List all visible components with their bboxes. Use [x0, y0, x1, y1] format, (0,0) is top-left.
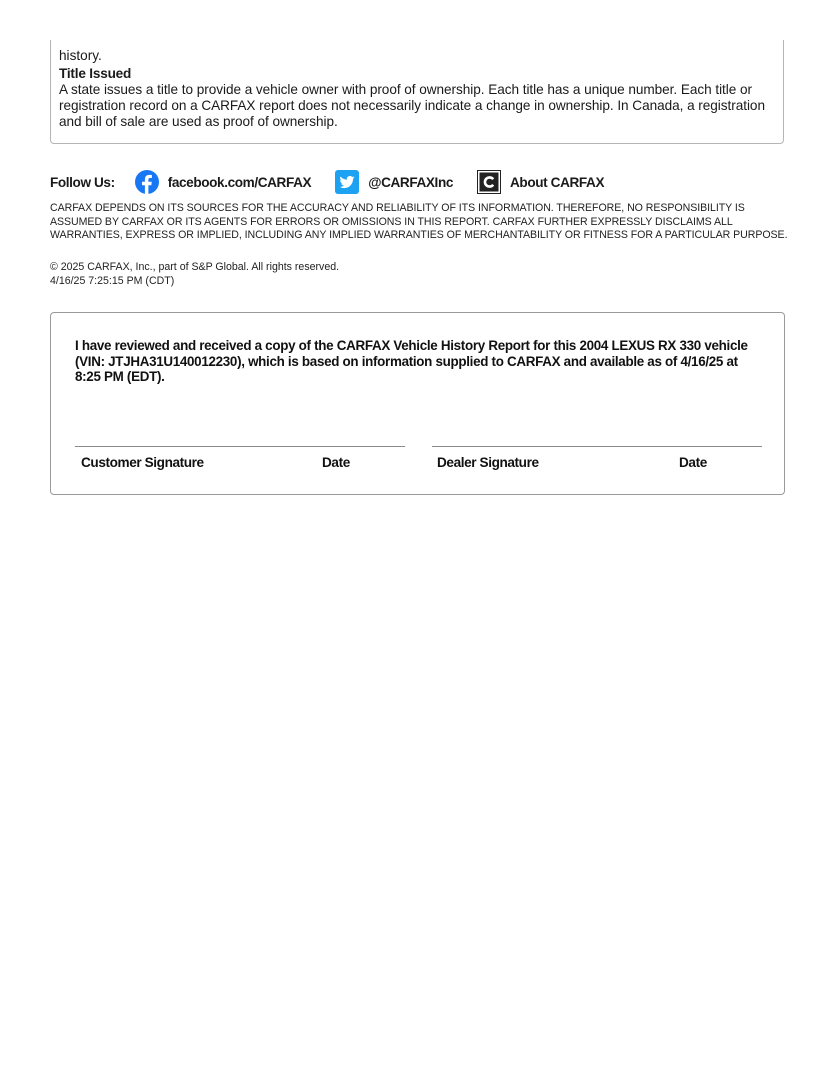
twitter-icon	[335, 170, 359, 194]
twitter-link-label: @CARFAXInc	[368, 174, 454, 190]
copyright-text: © 2025 CARFAX, Inc., part of S&P Global. All rights reserved.	[50, 261, 340, 273]
glossary-section	[50, 40, 784, 144]
report-timestamp: 4/16/25 7:25:15 PM (CDT)	[50, 275, 175, 287]
facebook-icon	[135, 170, 159, 194]
acknowledgement-statement: I have reviewed and received a copy of the CARFAX Vehicle History Report for this 2004 LEXUS RX 330 vehicle (VIN: JTJHA31U140012230), which is based on information supplied to CARFAX and available as of 4/16/25 at 8:25 PM (EDT).	[75, 338, 748, 384]
facebook-link[interactable]	[135, 170, 311, 194]
customer-date-label: Date	[322, 455, 350, 470]
twitter-link[interactable]	[335, 170, 453, 194]
glossary-description-title-issued: A state issues a title to provide a vehicle owner with proof of ownership. Each title has a unique number. Each title or registration record on a CARFAX report does not necessarily indicate a change in ownership. In Canada, a registration and bill of sale are used as proof of ownership.	[59, 82, 765, 129]
follow-us-bar	[50, 168, 790, 196]
customer-signature-label: Customer Signature	[81, 455, 204, 470]
carfax-logo-icon	[477, 170, 501, 194]
follow-us-label: Follow Us:	[50, 174, 115, 190]
copyright-block	[50, 260, 790, 288]
dealer-signature-line	[432, 446, 762, 447]
about-carfax-link[interactable]	[477, 170, 604, 194]
about-carfax-label: About CARFAX	[510, 174, 605, 190]
glossary-term-title-issued: Title Issued	[59, 66, 132, 81]
facebook-link-label: facebook.com/CARFAX	[167, 174, 312, 190]
glossary-continued-text: history.	[59, 48, 102, 63]
dealer-date-label: Date	[679, 455, 707, 470]
legal-disclaimer: CARFAX DEPENDS ON ITS SOURCES FOR THE ACCURACY AND RELIABILITY OF ITS INFORMATION. THEREFORE, NO RESPONSIBILITY IS ASSUMED BY CARFAX OR ITS AGENTS FOR ERRORS OR OMISSIONS IN THIS REPORT. CARFAX FURTHER EXPRESSLY DISCLAIMS ALL WARRANTIES, EXPRESS OR IMPLIED, INCLUDING ANY IMPLIED WARRANTIES OF MERCHANTABILITY OR FITNESS FOR A PARTICULAR PURPOSE.	[50, 202, 788, 241]
customer-signature-line	[75, 446, 405, 447]
dealer-signature-label: Dealer Signature	[437, 455, 539, 470]
signature-box	[50, 312, 785, 495]
